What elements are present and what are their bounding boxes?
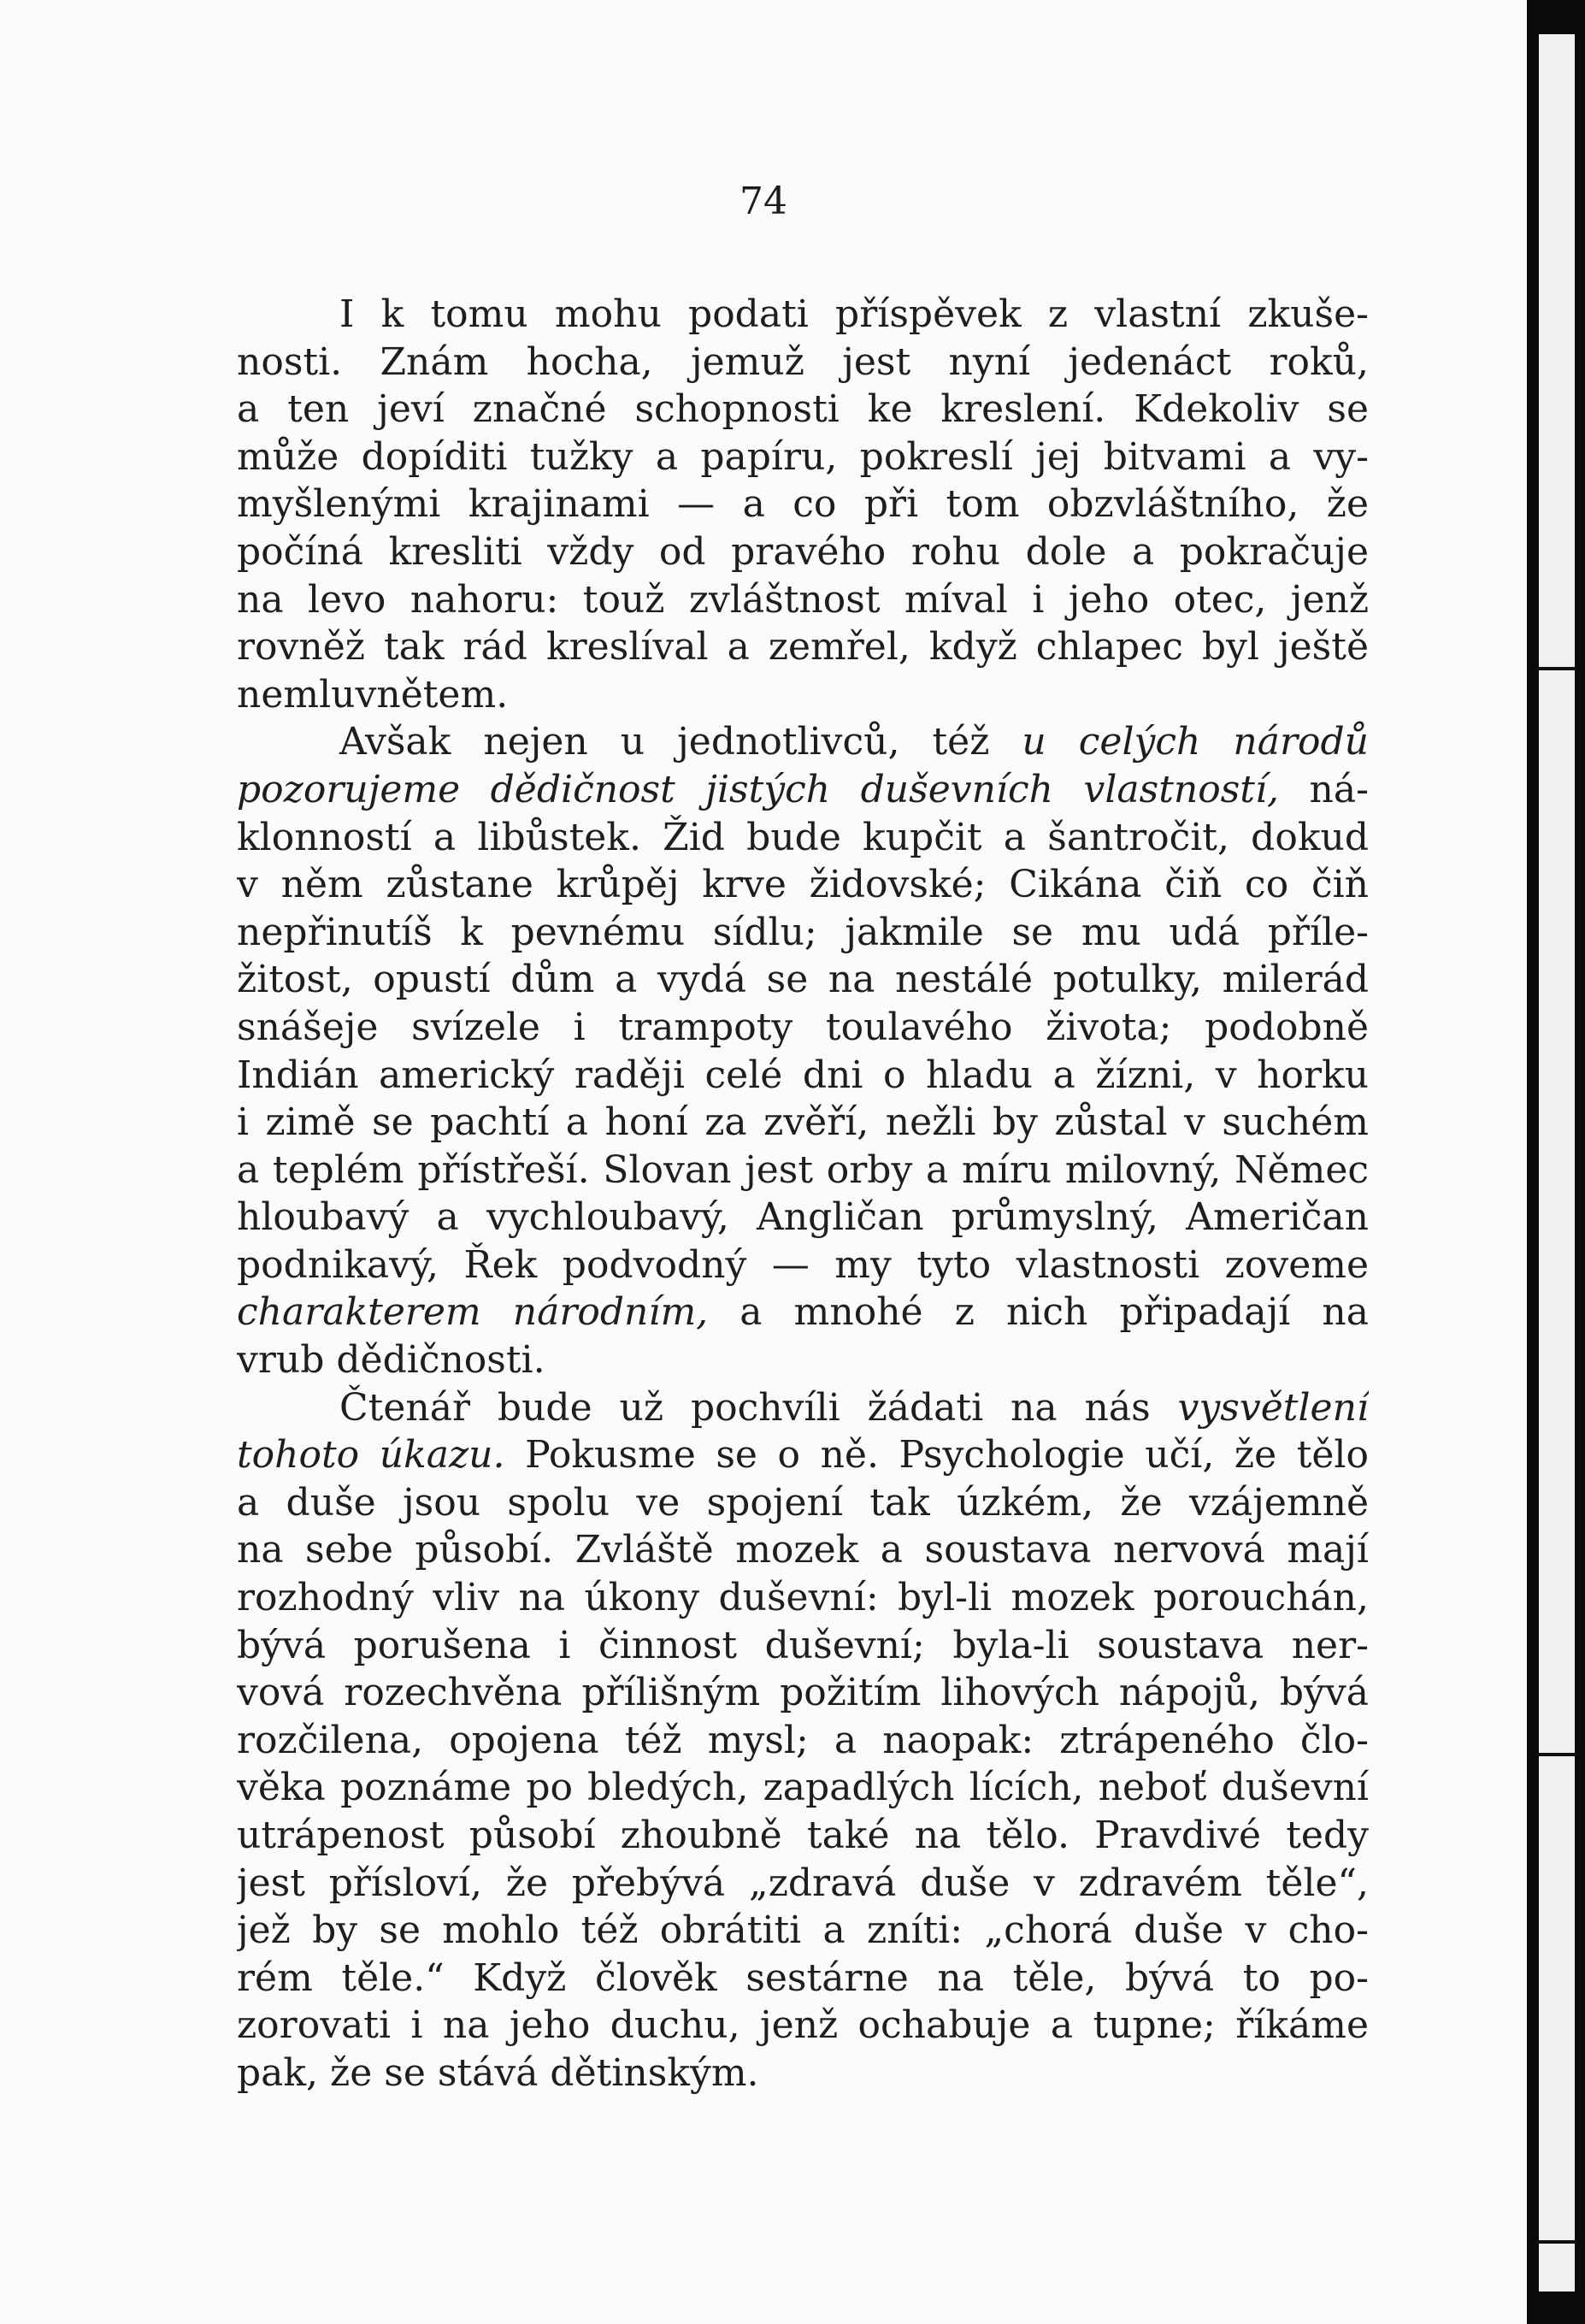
text-run: vrub dědičnosti.: [237, 1338, 545, 1383]
adjacent-page-edge: [1539, 34, 1575, 2292]
text-run: rozhodný vliv na úkony duševní: byl-li mozek porouchán,: [237, 1576, 1369, 1620]
text-line: [237, 1336, 1369, 1384]
text-line: [237, 1907, 1369, 1955]
text-run: rovněž tak rád kreslíval a zemřel, když chlapec byl ještě: [237, 625, 1369, 669]
text-run: jest přísloví, že přebývá „zdravá duše v zdravém těle“,: [237, 1861, 1369, 1905]
text-line: [237, 291, 1369, 339]
text-run: pak, že se stává dětinským.: [237, 2050, 759, 2095]
text-run: a teplém přístřeší. Slovan jest orby a míru milovný, Němec: [237, 1147, 1369, 1192]
text-run: myšlenými krajinami — a co při tom obzvláštního, že: [237, 482, 1369, 527]
text-run: a ten jeví značné schopnosti ke kreslení. Kdekoliv se: [237, 387, 1369, 432]
text-run: ná-: [1279, 767, 1369, 811]
text-run: může dopíditi tužky a papíru, pokreslí jej bitvami a vy-: [237, 434, 1369, 479]
text-line: [237, 339, 1369, 386]
text-line: [237, 386, 1369, 434]
text-run: snášeje svízele i trampoty toulavého života; podobně: [237, 1005, 1369, 1049]
text-line: [237, 1289, 1369, 1336]
text-line: [237, 1764, 1369, 1812]
text-line: [237, 909, 1369, 957]
text-run: hloubavý a vychloubavý, Angličan průmyslný, Američan: [237, 1195, 1369, 1240]
text-run: nosti. Znám hocha, jemuž jest nyní jedenáct roků,: [237, 339, 1369, 384]
text-run: věka poznáme po bledých, zapadlých lících, neboť duševní: [237, 1766, 1369, 1810]
text-line: [237, 766, 1369, 814]
text-line: [237, 814, 1369, 862]
text-line: [237, 1052, 1369, 1100]
text-run: I k tomu mohu podati příspěvek z vlastní zkuše-: [339, 292, 1369, 336]
scan-mark: [1535, 1753, 1578, 1756]
text-run: klonností a libůstek. Žid bude kupčit a šantročit, dokud: [237, 815, 1369, 859]
text-run: na levo nahoru: touž zvláštnost míval i jeho otec, jenž: [237, 577, 1369, 622]
italic-phrase: charakterem národním,: [237, 1290, 709, 1335]
text-run: vová rozechvěna přílišným požitím lihových nápojů, bývá: [237, 1671, 1369, 1715]
text-run: Čtenář bude už pochvíli žádati na nás: [339, 1385, 1178, 1430]
text-run: žitost, opustí dům a vydá se na nestálé potulky, milerád: [237, 958, 1369, 1002]
italic-phrase: tohoto úkazu.: [237, 1433, 505, 1478]
scan-mark: [1535, 2240, 1578, 2244]
text-line: [237, 956, 1369, 1004]
text-line: [237, 1147, 1369, 1194]
text-line: [237, 1574, 1369, 1622]
text-line: [237, 1955, 1369, 2003]
text-line: [237, 2050, 1369, 2097]
text-run: Avšak nejen u jednotlivců, též: [339, 720, 1022, 764]
text-run: rém těle.“ Když člověk sestárne na těle, bývá to po-: [237, 1955, 1369, 2000]
body-text: [237, 291, 1369, 2097]
text-line: [237, 861, 1369, 909]
text-run: a duše jsou spolu ve spojení tak úzkém, že vzájemně: [237, 1480, 1369, 1525]
text-line: [237, 671, 1369, 719]
italic-phrase: pozorujeme dědičnost jistých duševních vlastností,: [237, 767, 1280, 811]
text-line: [237, 718, 1369, 766]
text-run: nemluvnětem.: [237, 672, 509, 717]
italic-phrase: vysvětlení: [1177, 1385, 1369, 1430]
text-line: [237, 1431, 1369, 1479]
text-line: [237, 2002, 1369, 2050]
text-line: [237, 576, 1369, 624]
scan-mark: [1535, 667, 1578, 670]
text-line: [237, 1004, 1369, 1052]
text-run: nepřinutíš k pevnému sídlu; jakmile se mu udá příle-: [237, 910, 1369, 954]
text-line: [237, 623, 1369, 671]
text-run: v něm zůstane krůpěj krve židovské; Cikána čiň co čiň: [237, 863, 1369, 907]
text-run: podnikavý, Řek podvodný — my tyto vlastnosti zoveme: [237, 1242, 1369, 1287]
text-run: rozčilena, opojena též mysl; a naopak: ztrápeného člo-: [237, 1718, 1369, 1762]
page-number: 74: [739, 180, 787, 223]
text-line: [237, 1242, 1369, 1289]
text-run: a mnohé z nich připadají na: [708, 1290, 1369, 1335]
text-line: [237, 481, 1369, 528]
text-line: [237, 1384, 1369, 1432]
text-run: jež by se mohlo též obrátiti a zníti: „chorá duše v cho-: [237, 1908, 1369, 1953]
text-line: [237, 1526, 1369, 1574]
text-run: i zimě se pachtí a honí za zvěří, nežli by zůstal v suchém: [237, 1100, 1369, 1145]
text-line: [237, 1622, 1369, 1670]
text-line: [237, 1669, 1369, 1717]
text-run: Indián americký raději celé dni o hladu a žízni, v horku: [237, 1053, 1369, 1097]
text-line: [237, 1717, 1369, 1765]
text-line: [237, 1194, 1369, 1242]
text-run: bývá porušena i činnost duševní; byla-li soustava ner-: [237, 1623, 1369, 1667]
text-run: Pokusme se o ně. Psychologie učí, že tělo: [504, 1433, 1369, 1478]
text-line: [237, 434, 1369, 481]
text-run: počíná kresliti vždy od pravého rohu dole a pokračuje: [237, 529, 1369, 574]
text-run: utrápenost působí zhoubně také na tělo. Pravdivé tedy: [237, 1814, 1369, 1857]
text-line: [237, 1860, 1369, 1908]
italic-phrase: u celých národů: [1022, 720, 1369, 764]
text-line: [237, 528, 1369, 576]
text-run: na sebe působí. Zvláště mozek a soustava nervová mají: [237, 1528, 1369, 1572]
text-line: [237, 1479, 1369, 1527]
text-line: [237, 1812, 1369, 1860]
text-run: zorovati i na jeho duchu, jenž ochabuje a tupne; říkáme: [237, 2003, 1369, 2048]
text-line: [237, 1099, 1369, 1147]
